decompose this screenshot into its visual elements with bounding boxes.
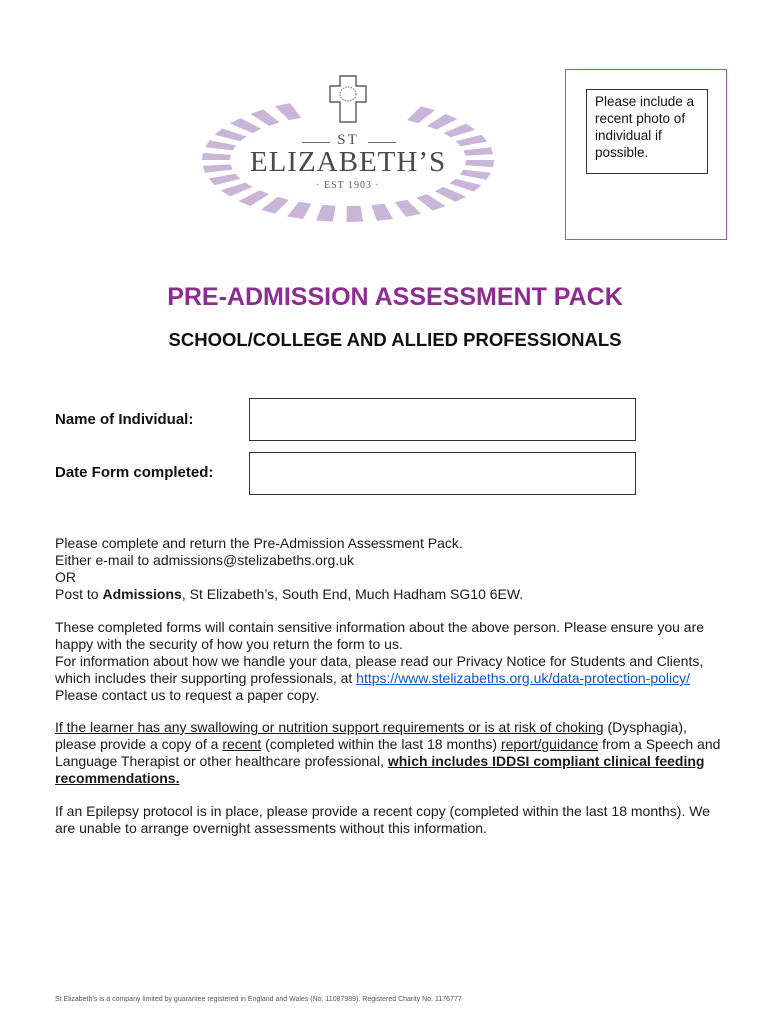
privacy-section: [55, 619, 725, 704]
post-prefix: Post to: [55, 586, 103, 602]
privacy-notice-text: For information about how we handle your data, please read our Privacy Notice for Students and Clients, which includes their supporting professionals, at: [55, 653, 704, 686]
logo-ray: [238, 190, 269, 206]
dysphagia-text-2: (completed within the last 18 months): [261, 736, 501, 752]
logo-ray: [287, 202, 311, 219]
dysphagia-text-1: (Dysphagia), please provide a copy of a: [55, 719, 687, 752]
instruction-line-3: OR: [55, 569, 76, 585]
logo-ray: [371, 204, 393, 221]
st-elizabeths-logo: [198, 74, 498, 226]
logo-ray: [427, 114, 458, 130]
logo-established: · EST 1903 ·: [316, 180, 380, 191]
footer-legal: St Elizabeth’s is a company limited by guarantee registered in England and Wales (No. 11087989). Registered Charity No. 1176777: [55, 996, 462, 1003]
privacy-text-1: These completed forms will contain sensitive information about the above person. Please ensure you are happy with the security of how you return the form to us.: [55, 619, 705, 652]
instruction-line-2: Either e-mail to admissions@stelizabeths.org.uk: [55, 552, 355, 568]
epilepsy-section: [55, 803, 725, 837]
logo-ray: [395, 200, 421, 217]
instruction-line-1: Please complete and return the Pre-Admission Assessment Pack.: [55, 535, 463, 551]
privacy-text-2: [55, 653, 725, 704]
logo-ray: [275, 103, 301, 120]
page-subtitle: SCHOOL/COLLEGE AND ALLIED PROFESSIONALS: [168, 329, 622, 350]
photo-note: Please include a recent photo of individual if possible.: [586, 89, 708, 174]
instruction-line-4: [55, 586, 725, 603]
post-admissions: Admissions: [102, 586, 182, 602]
data-protection-link[interactable]: https://www.stelizabeths.org.uk/data-protection-policy/: [356, 670, 690, 686]
logo-ray: [316, 205, 336, 222]
page-title: PRE-ADMISSION ASSESSMENT PACK: [167, 283, 623, 311]
dysphagia-text-3: from a Speech and Language Therapist or other healthcare professional,: [55, 736, 721, 769]
name-field[interactable]: [249, 398, 636, 441]
date-label: Date Form completed:: [55, 464, 214, 481]
logo-ray: [250, 109, 279, 125]
return-instructions: [55, 535, 725, 603]
logo-ray: [346, 206, 363, 222]
logo-ray: [416, 194, 445, 210]
dysphagia-section: [55, 719, 725, 787]
logo-top-text: ST: [337, 132, 359, 148]
logo-ray: [407, 106, 435, 123]
dysphagia-text: [55, 719, 725, 787]
epilepsy-text: If an Epilepsy protocol is in place, please provide a recent copy (completed within the last 18 months). We are unable to arrange overnight assessments without this information.: [55, 803, 710, 836]
dysphagia-iddsi: which includes IDDSI compliant clinical feeding recommendations.: [55, 753, 705, 786]
logo-name: ELIZABETH’S: [249, 146, 447, 178]
logo-ray: [230, 118, 261, 133]
logo-rule-right: [368, 142, 396, 143]
date-field[interactable]: [249, 452, 636, 495]
post-address: , St Elizabeth’s, South End, Much Hadham SG10 6EW.: [181, 586, 524, 602]
name-label: Name of Individual:: [55, 411, 194, 428]
logo-ray: [261, 197, 289, 214]
dysphagia-underline-1: If the learner has any swallowing or nutrition support requirements or is at risk of choking: [55, 719, 604, 735]
paper-copy-text: Please contact us to request a paper copy.: [55, 687, 320, 703]
dysphagia-recent: recent: [222, 736, 262, 752]
dysphagia-report: report/guidance: [500, 736, 599, 752]
